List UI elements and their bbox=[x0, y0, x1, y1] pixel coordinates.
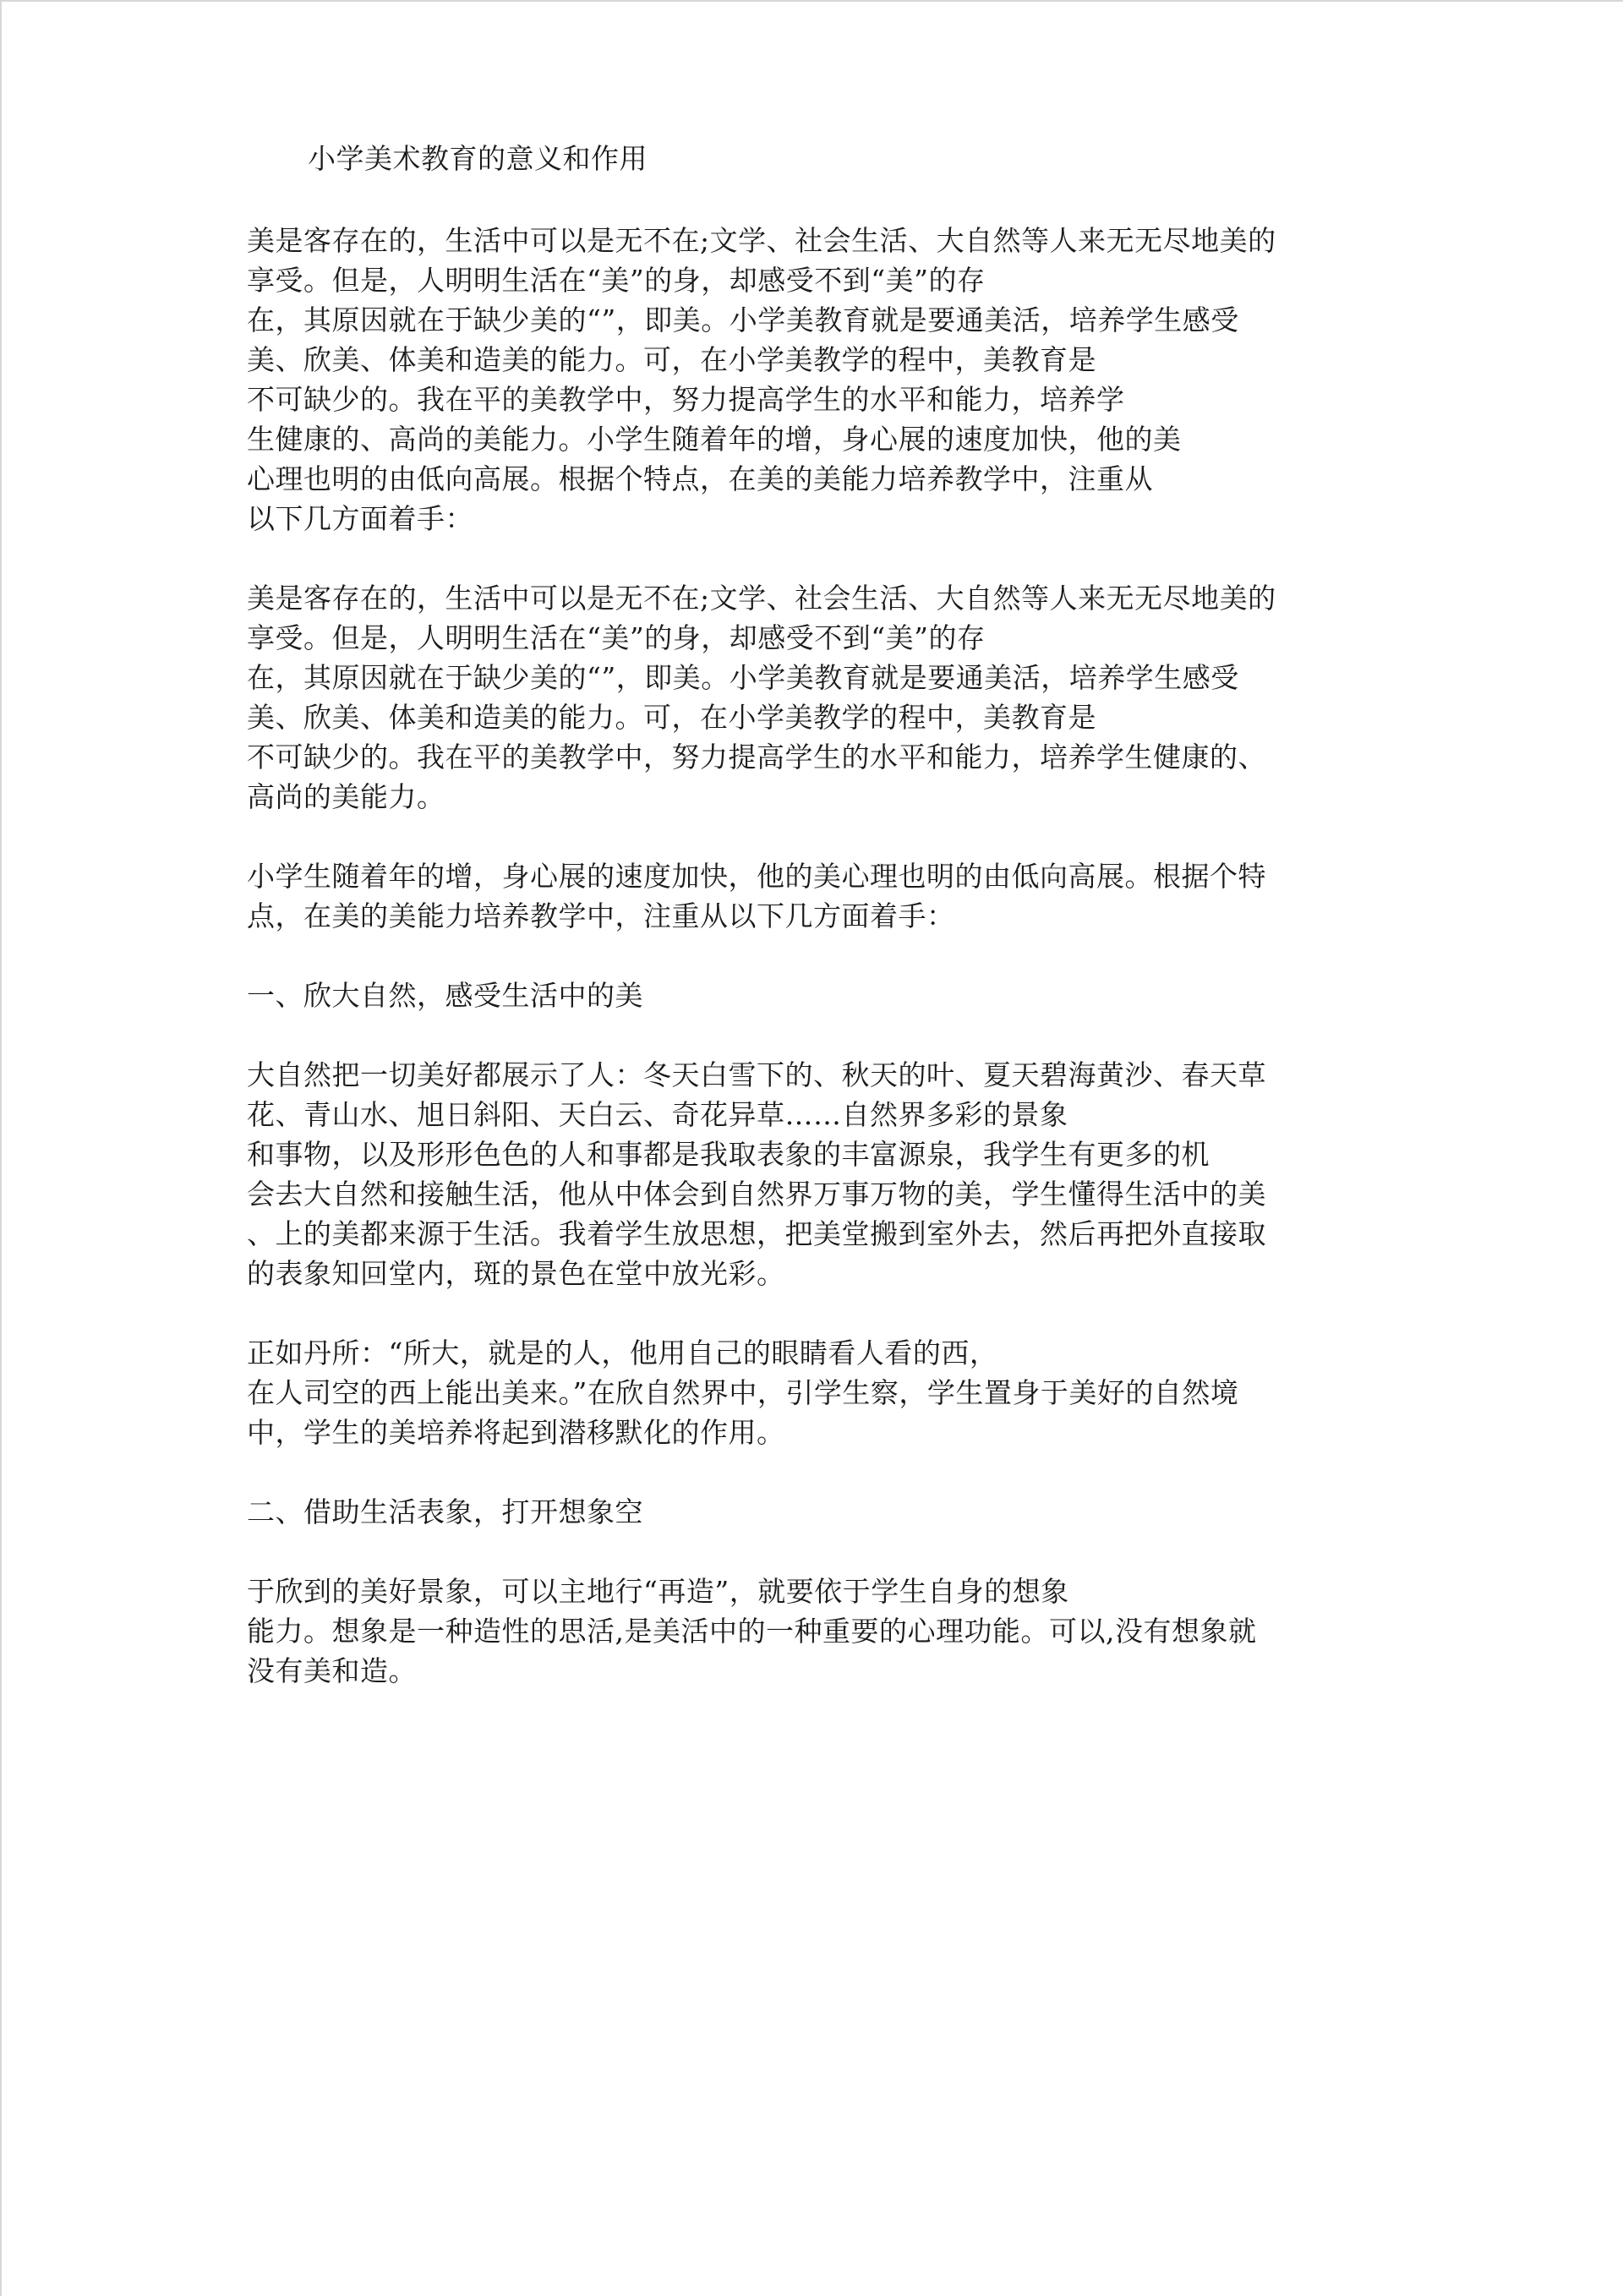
document-body bbox=[247, 221, 1380, 1691]
paragraph bbox=[247, 1492, 1380, 1532]
text-line: 二、借助生活表象，打开想象空 bbox=[247, 1495, 643, 1528]
text-line: 能力。想象是一种造性的思活,是美活中的一种重要的心理功能。可以,没有想象就 bbox=[247, 1615, 1257, 1648]
paragraph bbox=[247, 1572, 1380, 1691]
text-line: 的表象知回堂内，斑的景色在堂中放光彩。 bbox=[247, 1257, 785, 1290]
document-title: 小学美术教育的意义和作用 bbox=[308, 142, 648, 175]
text-line: 享受。但是，人明明生活在“美”的身，却感受不到“美”的存 bbox=[247, 264, 986, 297]
text-line: 小学生随着年的增，身心展的速度加快，他的美心理也明的由低向高展。根据个特 bbox=[247, 860, 1266, 893]
text-line: 和事物，以及形形色色的人和事都是我取表象的丰富源泉，我学生有更多的机 bbox=[247, 1138, 1210, 1171]
text-line: 中，学生的美培养将起到潜移默化的作用。 bbox=[247, 1416, 785, 1449]
text-line: 以下几方面着手： bbox=[247, 502, 473, 535]
text-line: 在人司空的西上能出美来。”在欣自然界中，引学生察，学生置身于美好的自然境 bbox=[247, 1376, 1239, 1409]
paragraph bbox=[247, 578, 1380, 817]
paragraph bbox=[247, 976, 1380, 1015]
text-line: 一、欣大自然，感受生活中的美 bbox=[247, 979, 643, 1012]
text-line: 正如丹所：“所大，就是的人，他用自己的眼睛看人看的西， bbox=[247, 1337, 998, 1369]
text-line: 在，其原因就在于缺少美的“”，即美。小学美教育就是要通美活，培养学生感受 bbox=[247, 303, 1239, 336]
text-line: 高尚的美能力。 bbox=[247, 780, 445, 813]
text-line: 大自然把一切美好都展示了人：冬天白雪下的、秋天的叶、夏天碧海黄沙、春天草 bbox=[247, 1058, 1266, 1091]
text-line: 在，其原因就在于缺少美的“”，即美。小学美教育就是要通美活，培养学生感受 bbox=[247, 661, 1239, 694]
paragraph bbox=[247, 1055, 1380, 1293]
text-line: 没有美和造。 bbox=[247, 1654, 417, 1687]
text-line: 生健康的、高尚的美能力。小学生随着年的增，身心展的速度加快，他的美 bbox=[247, 423, 1182, 456]
text-line: 美、欣美、体美和造美的能力。可，在小学美教学的程中，美教育是 bbox=[247, 701, 1096, 734]
text-line: 美是客存在的，生活中可以是无不在;文学、社会生活、大自然等人来无无尽地美的 bbox=[247, 582, 1276, 615]
text-line: 不可缺少的。我在平的美教学中，努力提高学生的水平和能力，培养学 bbox=[247, 383, 1125, 416]
paragraph bbox=[247, 1333, 1380, 1452]
text-line: 美、欣美、体美和造美的能力。可，在小学美教学的程中，美教育是 bbox=[247, 343, 1096, 376]
text-line: 于欣到的美好景象，可以主地行“再造”，就要依于学生自身的想象 bbox=[247, 1575, 1069, 1608]
paragraph bbox=[247, 221, 1380, 538]
paragraph bbox=[247, 856, 1380, 936]
text-line: 心理也明的由低向高展。根据个特点，在美的美能力培养教学中，注重从 bbox=[247, 462, 1153, 495]
text-line: 点，在美的美能力培养教学中，注重从以下几方面着手： bbox=[247, 899, 955, 932]
text-line: 、上的美都来源于生活。我着学生放思想，把美堂搬到室外去，然后再把外直接取 bbox=[247, 1217, 1266, 1250]
text-line: 享受。但是，人明明生活在“美”的身，却感受不到“美”的存 bbox=[247, 621, 986, 654]
text-line: 不可缺少的。我在平的美教学中，努力提高学生的水平和能力，培养学生健康的、 bbox=[247, 741, 1266, 774]
text-line: 美是客存在的，生活中可以是无不在;文学、社会生活、大自然等人来无无尽地美的 bbox=[247, 224, 1276, 257]
text-line: 会去大自然和接触生活，他从中体会到自然界万事万物的美，学生懂得生活中的美 bbox=[247, 1178, 1266, 1211]
document-content bbox=[247, 139, 1380, 1730]
text-line: 花、青山水、旭日斜阳、天白云、奇花异草……自然界多彩的景象 bbox=[247, 1098, 1068, 1131]
